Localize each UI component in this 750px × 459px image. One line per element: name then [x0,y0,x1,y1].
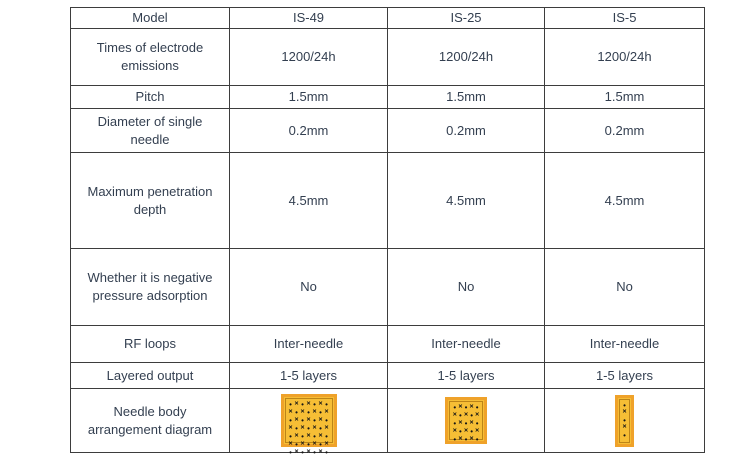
table-row [71,363,705,389]
needle-cross-mark: ✕ [300,425,305,432]
cell-value: 1-5 layers [545,363,705,389]
needle-dot-mark: • [453,435,457,444]
needle-dot-mark: • [307,424,310,433]
needle-cross-mark: ✕ [318,401,323,408]
cell-value: 1200/24h [388,29,545,86]
diagram-row [71,389,705,453]
needle-dot-mark: • [623,430,626,440]
needle-dot-mark: • [289,416,292,425]
cell-value: 0.2mm [230,109,388,153]
needle-cross-mark: ✕ [458,404,463,411]
needle-cross-mark: ✕ [318,433,323,440]
needle-dot-mark: • [313,400,316,409]
cell-value: No [230,249,388,326]
diagram-cell [388,389,545,453]
row-label: Times of electrode emissions [71,29,230,86]
needle-cross-mark: ✕ [324,441,329,448]
model-header: IS-49 [230,8,388,29]
needle-marks-grid [620,400,629,442]
diagram-inner-frame [449,401,483,444]
needle-arrangement-diagram [615,395,634,447]
table-row [71,249,705,326]
needle-dot-mark: • [623,415,626,425]
needle-cross-mark: ✕ [324,425,329,432]
needle-dot-mark: • [295,424,298,433]
needle-cross-mark: ✕ [294,401,299,408]
needle-dot-mark: • [464,435,468,444]
needle-dot-mark: • [313,432,316,441]
needle-dot-mark: • [289,432,292,441]
needle-cross-mark: ✕ [452,412,458,419]
needle-cross-mark: ✕ [294,433,299,440]
needle-dot-mark: • [458,411,462,420]
cell-value: 1200/24h [545,29,705,86]
cell-value: 1-5 layers [230,363,388,389]
cell-value: 4.5mm [388,153,545,249]
row-label: Pitch [71,86,230,109]
needle-dot-mark: • [307,408,310,417]
model-header: IS-5 [545,8,705,29]
needle-cross-mark: ✕ [306,433,311,440]
cell-value: Inter-needle [388,326,545,363]
needle-cross-mark: ✕ [474,412,480,419]
diagram-cell [230,389,388,457]
needle-dot-mark: • [325,432,328,441]
row-label: Maximum penetration depth [71,153,230,249]
cell-value: 4.5mm [230,153,388,249]
cell-value: Inter-needle [230,326,388,363]
needle-dot-mark: • [289,448,292,457]
cell-value: No [388,249,545,326]
cell-value: Inter-needle [545,326,705,363]
needle-cross-mark: ✕ [622,409,627,416]
needle-cross-mark: ✕ [306,401,311,408]
cell-value: No [545,249,705,326]
needle-arrangement-diagram [281,394,337,457]
table-row [71,86,705,109]
needle-cross-mark: ✕ [300,409,305,416]
needle-dot-mark: • [470,411,473,420]
needle-marks-grid [450,402,482,444]
needle-dot-mark: • [325,416,328,425]
needle-cross-mark: ✕ [288,425,293,432]
needle-dot-mark: • [470,427,473,436]
cell-value: 1.5mm [230,86,388,109]
needle-dot-mark: • [464,403,468,412]
corner-label: Model [71,8,230,29]
needle-dot-mark: • [289,400,292,409]
needle-dot-mark: • [458,427,462,436]
needle-dot-mark: • [307,440,310,449]
table-row [71,29,705,86]
cell-value: 1.5mm [388,86,545,109]
row-label: RF loops [71,326,230,363]
needle-dot-mark: • [319,424,322,433]
needle-cross-mark: ✕ [458,436,463,443]
table-row [71,153,705,249]
needle-dot-mark: • [623,400,626,410]
needle-cross-mark: ✕ [463,428,469,435]
needle-dot-mark: • [301,400,304,409]
needle-cross-mark: ✕ [318,449,323,456]
diagram-inner-frame [619,399,630,443]
diagram-cell [545,389,705,453]
needle-cross-mark: ✕ [312,425,317,432]
needle-dot-mark: • [475,435,479,444]
needle-cross-mark: ✕ [288,409,293,416]
needle-cross-mark: ✕ [294,417,299,424]
needle-dot-mark: • [453,403,457,412]
model-header: IS-25 [388,8,545,29]
needle-cross-mark: ✕ [474,428,480,435]
row-label: Diameter of single needle [71,109,230,153]
row-label: Needle body arrangement diagram [71,389,230,453]
needle-marks-grid [286,399,332,457]
needle-cross-mark: ✕ [318,417,323,424]
needle-dot-mark: • [295,440,298,449]
needle-dot-mark: • [475,419,479,428]
header-row [71,8,705,29]
needle-dot-mark: • [325,448,328,457]
needle-dot-mark: • [453,419,457,428]
needle-dot-mark: • [301,448,304,457]
needle-cross-mark: ✕ [300,441,305,448]
cell-value: 1.5mm [545,86,705,109]
needle-cross-mark: ✕ [458,420,463,427]
needle-cross-mark: ✕ [463,412,469,419]
cell-value: 1-5 layers [388,363,545,389]
cell-value: 0.2mm [545,109,705,153]
cell-value: 1200/24h [230,29,388,86]
needle-cross-mark: ✕ [622,424,627,431]
needle-arrangement-diagram [445,397,487,444]
needle-dot-mark: • [319,440,322,449]
needle-cross-mark: ✕ [452,428,458,435]
table-row [71,109,705,153]
needle-cross-mark: ✕ [469,436,474,443]
needle-dot-mark: • [295,408,298,417]
needle-dot-mark: • [301,416,304,425]
cell-value: 4.5mm [545,153,705,249]
needle-cross-mark: ✕ [294,449,299,456]
needle-cross-mark: ✕ [469,420,474,427]
needle-cross-mark: ✕ [312,441,317,448]
table-row [71,326,705,363]
needle-dot-mark: • [301,432,304,441]
needle-dot-mark: • [319,408,322,417]
needle-dot-mark: • [313,416,316,425]
needle-cross-mark: ✕ [306,449,311,456]
row-label: Whether it is negative pressure adsorption [71,249,230,326]
needle-cross-mark: ✕ [306,417,311,424]
needle-cross-mark: ✕ [288,441,293,448]
needle-cross-mark: ✕ [469,404,474,411]
needle-cross-mark: ✕ [324,409,329,416]
needle-dot-mark: • [464,419,468,428]
needle-dot-mark: • [325,400,328,409]
cell-value: 0.2mm [388,109,545,153]
needle-dot-mark: • [475,403,479,412]
spec-table [70,7,705,457]
row-label: Layered output [71,363,230,389]
needle-cross-mark: ✕ [312,409,317,416]
needle-dot-mark: • [313,448,316,457]
diagram-inner-frame [285,398,333,457]
